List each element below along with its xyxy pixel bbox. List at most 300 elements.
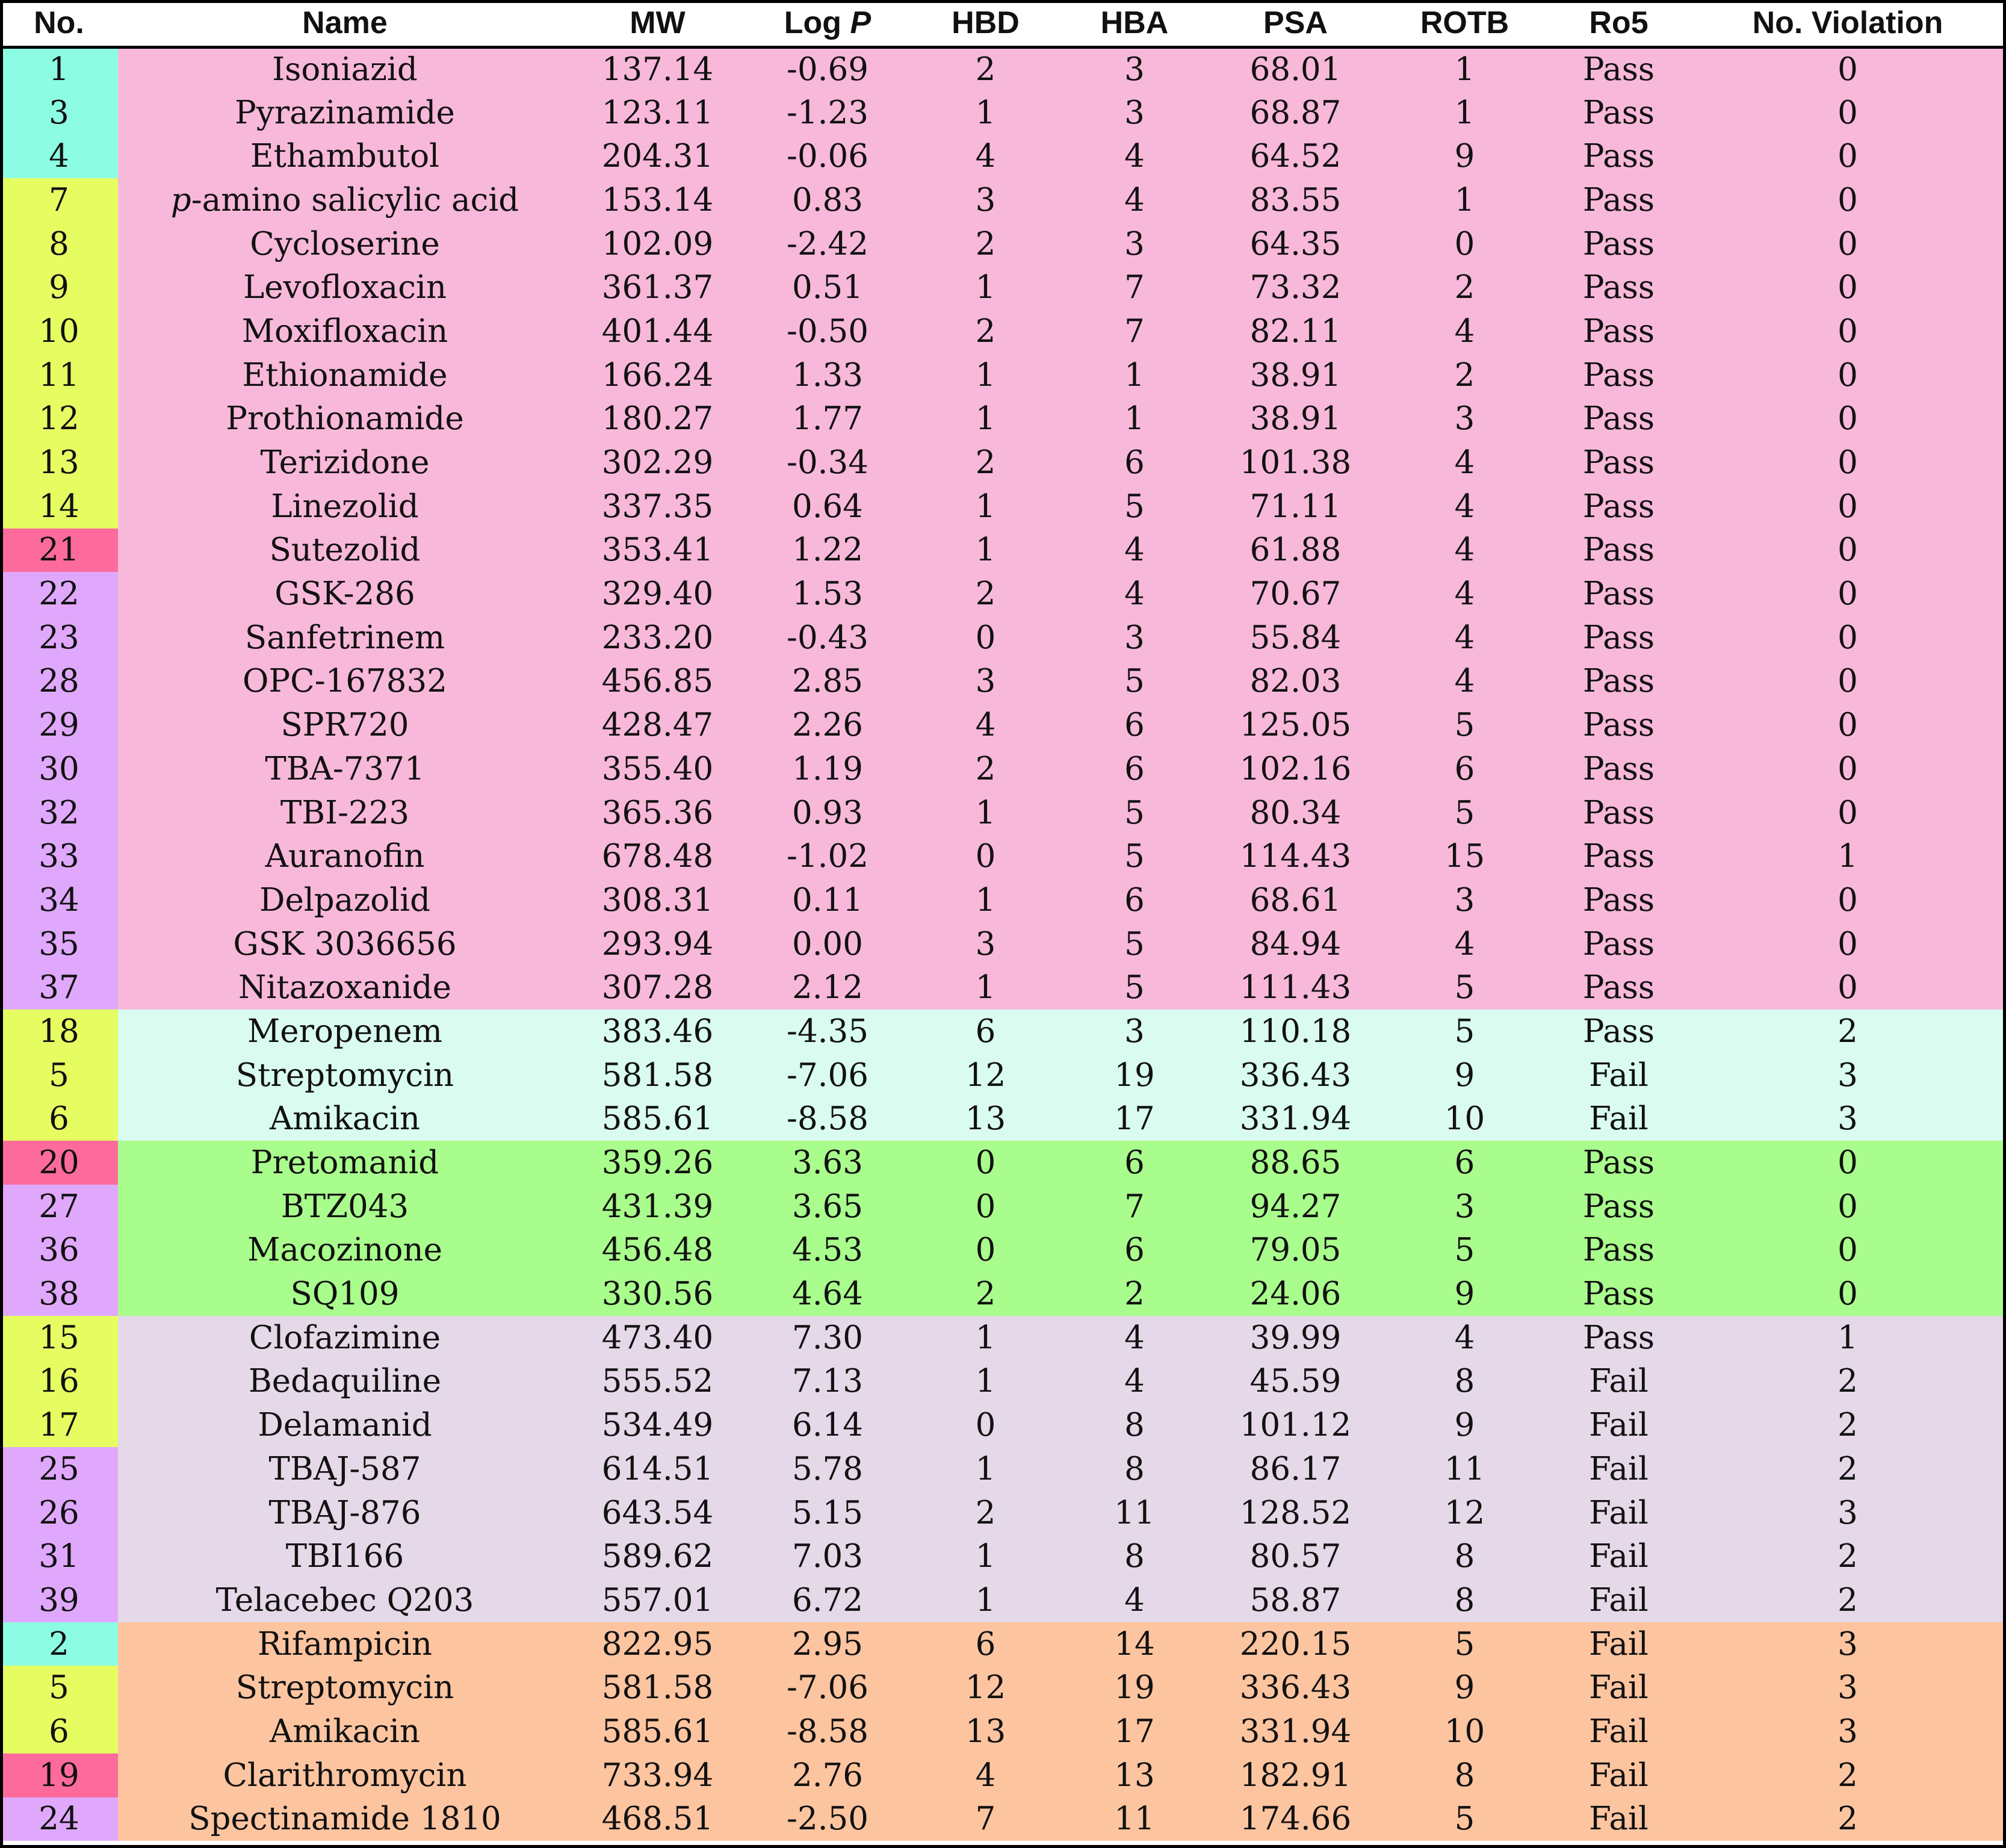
cell-logp: 0.51 [791, 269, 863, 306]
cell-psa: 45.59 [1249, 1363, 1342, 1400]
table-row [0, 178, 2006, 222]
cell-hbd: 4 [975, 138, 996, 175]
cell-logp: 1.22 [791, 532, 863, 569]
cell-rotb: 10 [1444, 1100, 1485, 1138]
cell-hba: 1 [1124, 400, 1145, 438]
cell-hbd: 2 [975, 312, 996, 350]
cell-name: Delamanid [258, 1407, 432, 1444]
cell-hbd: 0 [975, 838, 996, 875]
cell-psa: 128.52 [1239, 1494, 1352, 1531]
cell-hba: 7 [1124, 269, 1145, 306]
cell-violation: 0 [1837, 312, 1858, 350]
cell-no: 31 [0, 1534, 118, 1578]
cell-rotb: 15 [1444, 838, 1485, 875]
table-row [0, 1185, 2006, 1229]
cell-psa: 58.87 [1249, 1581, 1342, 1619]
cell-violation: 2 [1837, 1757, 1858, 1794]
cell-rotb: 6 [1454, 750, 1475, 787]
cell-mw: 204.31 [601, 138, 714, 175]
cell-rotb: 5 [1454, 1800, 1475, 1838]
cell-name: Clarithromycin [223, 1757, 467, 1794]
table-row [0, 1797, 2006, 1841]
cell-ro5: Fail [1589, 1363, 1648, 1400]
cell-violation: 3 [1837, 1494, 1858, 1531]
header-hbd: HBD [912, 0, 1059, 47]
cell-logp: -2.50 [787, 1800, 868, 1838]
cell-psa: 82.11 [1249, 312, 1342, 350]
cell-hba: 17 [1114, 1100, 1155, 1138]
table-row [0, 1491, 2006, 1535]
cell-no: 23 [0, 616, 118, 660]
cell-psa: 68.87 [1249, 94, 1342, 131]
cell-no: 29 [0, 703, 118, 747]
cell-name: Prothionamide [226, 400, 464, 438]
table-row [0, 747, 2006, 791]
cell-rotb: 4 [1454, 575, 1475, 613]
cell-no: 27 [0, 1185, 118, 1229]
cell-rotb: 1 [1454, 94, 1475, 131]
cell-logp: 1.77 [791, 400, 863, 438]
cell-name: Nitazoxanide [238, 969, 451, 1006]
cell-mw: 585.61 [601, 1713, 714, 1750]
cell-mw: 166.24 [601, 356, 714, 394]
cell-no: 7 [0, 178, 118, 222]
table-row [0, 660, 2006, 704]
cell-rotb: 4 [1454, 488, 1475, 525]
table-row [0, 1009, 2006, 1053]
cell-psa: 110.18 [1239, 1012, 1352, 1050]
cell-hbd: 13 [965, 1100, 1006, 1138]
cell-hbd: 2 [975, 225, 996, 262]
cell-no: 5 [0, 1666, 118, 1710]
cell-psa: 102.16 [1239, 750, 1352, 787]
cell-name: Bedaquiline [248, 1363, 442, 1400]
cell-no: 15 [0, 1316, 118, 1360]
cell-violation: 0 [1837, 1232, 1858, 1269]
cell-rotb: 2 [1454, 269, 1475, 306]
table-row [0, 1753, 2006, 1797]
cell-hba: 4 [1124, 181, 1145, 219]
cell-ro5: Pass [1582, 1319, 1655, 1356]
cell-mw: 365.36 [601, 794, 714, 831]
cell-psa: 71.11 [1249, 488, 1342, 525]
cell-name: Pretomanid [250, 1144, 439, 1182]
cell-hbd: 1 [975, 1538, 996, 1575]
header-no: No. [0, 0, 118, 47]
cell-no: 38 [0, 1272, 118, 1316]
cell-violation: 0 [1837, 925, 1858, 963]
cell-hbd: 1 [975, 356, 996, 394]
cell-name: Sanfetrinem [244, 619, 445, 656]
cell-logp: -1.23 [787, 94, 868, 131]
cell-logp: 1.53 [791, 575, 863, 613]
cell-rotb: 9 [1454, 1276, 1475, 1313]
header-logp-p: P [850, 5, 871, 40]
cell-hbd: 4 [975, 1757, 996, 1794]
cell-hbd: 1 [975, 1581, 996, 1619]
cell-logp: -7.06 [787, 1669, 868, 1707]
cell-no: 5 [0, 1053, 118, 1097]
cell-no: 32 [0, 791, 118, 835]
cell-hbd: 2 [975, 750, 996, 787]
cell-rotb: 9 [1454, 1669, 1475, 1707]
cell-psa: 79.05 [1249, 1232, 1342, 1269]
cell-logp: 1.33 [791, 356, 863, 394]
cell-rotb: 8 [1454, 1581, 1475, 1619]
cell-violation: 0 [1837, 488, 1858, 525]
cell-hbd: 2 [975, 51, 996, 88]
cell-mw: 589.62 [601, 1538, 714, 1575]
cell-logp: -0.43 [787, 619, 868, 656]
cell-violation: 0 [1837, 181, 1858, 219]
cell-hba: 6 [1124, 444, 1145, 482]
cell-name: Spectinamide 1810 [188, 1800, 501, 1838]
cell-violation: 0 [1837, 707, 1858, 744]
cell-mw: 308.31 [601, 881, 714, 919]
cell-psa: 86.17 [1249, 1450, 1342, 1487]
table-row [0, 703, 2006, 747]
cell-no: 22 [0, 572, 118, 616]
cell-psa: 70.67 [1249, 575, 1342, 613]
cell-no: 8 [0, 222, 118, 266]
cell-name [118, 178, 572, 222]
table-row [0, 1229, 2006, 1273]
cell-name: Streptomycin [235, 1669, 454, 1707]
cell-mw: 733.94 [601, 1757, 714, 1794]
cell-name: Sutezolid [269, 532, 421, 569]
cell-rotb: 8 [1454, 1538, 1475, 1575]
table-row [0, 265, 2006, 309]
cell-no: 30 [0, 747, 118, 791]
cell-no: 36 [0, 1229, 118, 1273]
cell-no: 20 [0, 1141, 118, 1185]
cell-psa: 125.05 [1239, 707, 1352, 744]
cell-hba: 6 [1124, 1144, 1145, 1182]
cell-rotb: 10 [1444, 1713, 1485, 1750]
cell-ro5: Pass [1582, 969, 1655, 1006]
cell-violation: 0 [1837, 51, 1858, 88]
cell-name: Terizidone [260, 444, 430, 482]
cell-hba: 5 [1124, 794, 1145, 831]
cell-violation: 2 [1837, 1407, 1858, 1444]
cell-hbd: 0 [975, 1407, 996, 1444]
cell-mw: 585.61 [601, 1100, 714, 1138]
cell-name: Clofazimine [249, 1319, 441, 1356]
cell-no: 17 [0, 1403, 118, 1447]
table-row [0, 1141, 2006, 1185]
cell-name: GSK-286 [274, 575, 415, 613]
cell-hba: 4 [1124, 138, 1145, 175]
cell-mw: 581.58 [601, 1056, 714, 1094]
cell-hba: 19 [1114, 1669, 1155, 1707]
cell-violation: 2 [1837, 1363, 1858, 1400]
cell-psa: 336.43 [1239, 1669, 1352, 1707]
cell-ro5: Pass [1582, 488, 1655, 525]
table-row [0, 1666, 2006, 1710]
cell-mw: 614.51 [601, 1450, 714, 1487]
cell-logp: 2.26 [791, 707, 863, 744]
cell-logp: -8.58 [787, 1100, 868, 1138]
table-row [0, 1053, 2006, 1097]
cell-mw: 401.44 [601, 312, 714, 350]
cell-name: TBI166 [285, 1538, 404, 1575]
header-ro5: Ro5 [1548, 0, 1689, 47]
cell-rotb: 4 [1454, 444, 1475, 482]
cell-rotb: 3 [1454, 1188, 1475, 1225]
cell-rotb: 12 [1444, 1494, 1485, 1531]
cell-violation: 2 [1837, 1012, 1858, 1050]
table-row [0, 222, 2006, 266]
cell-ro5: Pass [1582, 925, 1655, 963]
cell-no: 24 [0, 1797, 118, 1841]
cell-rotb: 5 [1454, 969, 1475, 1006]
table-row [0, 922, 2006, 966]
cell-logp: 5.15 [791, 1494, 863, 1531]
cell-violation: 0 [1837, 532, 1858, 569]
cell-name: Cycloserine [250, 225, 440, 262]
cell-no: 34 [0, 878, 118, 922]
table-row [0, 441, 2006, 485]
cell-rotb: 4 [1454, 925, 1475, 963]
table-row [0, 529, 2006, 572]
header-logp-word: Log [784, 5, 842, 40]
table-row [0, 309, 2006, 353]
cell-mw: 233.20 [601, 619, 714, 656]
cell-name: SQ109 [290, 1276, 400, 1313]
cell-violation: 3 [1837, 1056, 1858, 1094]
cell-logp: -0.34 [787, 444, 868, 482]
cell-hba: 3 [1124, 51, 1145, 88]
cell-no: 6 [0, 1710, 118, 1753]
cell-no: 18 [0, 1009, 118, 1053]
cell-psa: 111.43 [1239, 969, 1352, 1006]
cell-hbd: 0 [975, 1144, 996, 1182]
cell-hba: 7 [1124, 312, 1145, 350]
table-row [0, 572, 2006, 616]
cell-ro5: Fail [1589, 1800, 1648, 1838]
cell-ro5: Fail [1589, 1538, 1648, 1575]
cell-rotb: 4 [1454, 532, 1475, 569]
cell-name: BTZ043 [280, 1188, 409, 1225]
table-row [0, 1403, 2006, 1447]
name-prefix: p [170, 181, 191, 219]
cell-mw: 643.54 [601, 1494, 714, 1531]
cell-violation: 0 [1837, 269, 1858, 306]
cell-ro5: Pass [1582, 51, 1655, 88]
cell-psa: 64.52 [1249, 138, 1342, 175]
cell-psa: 38.91 [1249, 400, 1342, 438]
cell-name: Streptomycin [235, 1056, 454, 1094]
cell-hbd: 1 [975, 1319, 996, 1356]
cell-rotb: 4 [1454, 1319, 1475, 1356]
cell-hba: 4 [1124, 1363, 1145, 1400]
cell-violation: 0 [1837, 400, 1858, 438]
cell-mw: 102.09 [601, 225, 714, 262]
cell-hbd: 2 [975, 1276, 996, 1313]
cell-hba: 11 [1114, 1494, 1155, 1531]
cell-violation: 0 [1837, 750, 1858, 787]
cell-psa: 101.38 [1239, 444, 1352, 482]
cell-hba: 4 [1124, 575, 1145, 613]
cell-mw: 468.51 [601, 1800, 714, 1838]
cell-name: GSK 3036656 [233, 925, 457, 963]
cell-logp: -8.58 [787, 1713, 868, 1750]
cell-ro5: Pass [1582, 269, 1655, 306]
cell-logp: 5.78 [791, 1450, 863, 1487]
cell-logp: -2.42 [787, 225, 868, 262]
cell-mw: 153.14 [601, 181, 714, 219]
cell-ro5: Pass [1582, 181, 1655, 219]
cell-no: 21 [0, 529, 118, 572]
cell-no: 4 [0, 134, 118, 178]
cell-name: Levofloxacin [243, 269, 447, 306]
cell-psa: 88.65 [1249, 1144, 1342, 1182]
cell-hba: 4 [1124, 532, 1145, 569]
cell-violation: 0 [1837, 575, 1858, 613]
cell-name: Ethionamide [242, 356, 448, 394]
cell-psa: 101.12 [1239, 1407, 1352, 1444]
cell-mw: 137.14 [601, 51, 714, 88]
cell-rotb: 4 [1454, 663, 1475, 700]
cell-logp: 0.11 [791, 881, 863, 919]
cell-rotb: 2 [1454, 356, 1475, 394]
cell-hba: 1 [1124, 356, 1145, 394]
cell-psa: 68.01 [1249, 51, 1342, 88]
cell-no: 1 [0, 47, 118, 91]
cell-no: 39 [0, 1578, 118, 1622]
cell-hbd: 12 [965, 1669, 1006, 1707]
cell-hba: 17 [1114, 1713, 1155, 1750]
cell-ro5: Fail [1589, 1494, 1648, 1531]
cell-name: TBI-223 [280, 794, 410, 831]
cell-rotb: 9 [1454, 1407, 1475, 1444]
cell-logp: 1.19 [791, 750, 863, 787]
cell-hbd: 3 [975, 181, 996, 219]
cell-ro5: Pass [1582, 225, 1655, 262]
cell-hba: 7 [1124, 1188, 1145, 1225]
header-mw: MW [572, 0, 743, 47]
cell-hbd: 0 [975, 1232, 996, 1269]
cell-hba: 6 [1124, 707, 1145, 744]
cell-rotb: 0 [1454, 225, 1475, 262]
cell-hbd: 4 [975, 707, 996, 744]
cell-mw: 361.37 [601, 269, 714, 306]
cell-psa: 55.84 [1249, 619, 1342, 656]
cell-ro5: Fail [1589, 1625, 1648, 1663]
cell-rotb: 8 [1454, 1363, 1475, 1400]
cell-violation: 0 [1837, 444, 1858, 482]
cell-name: Moxifloxacin [241, 312, 448, 350]
cell-ro5: Pass [1582, 794, 1655, 831]
cell-hba: 6 [1124, 1232, 1145, 1269]
cell-hba: 4 [1124, 1319, 1145, 1356]
table-row [0, 1316, 2006, 1360]
cell-ro5: Pass [1582, 881, 1655, 919]
cell-violation: 1 [1837, 838, 1858, 875]
cell-mw: 353.41 [601, 532, 714, 569]
table-row [0, 878, 2006, 922]
table-row [0, 1578, 2006, 1622]
cell-psa: 24.06 [1249, 1276, 1342, 1313]
cell-logp: 4.53 [791, 1232, 863, 1269]
cell-mw: 456.48 [601, 1232, 714, 1269]
cell-psa: 174.66 [1239, 1800, 1352, 1838]
cell-rotb: 3 [1454, 881, 1475, 919]
cell-name: OPC-167832 [243, 663, 447, 700]
cell-hbd: 0 [975, 1188, 996, 1225]
cell-name: SPR720 [280, 707, 409, 744]
cell-violation: 3 [1837, 1625, 1858, 1663]
cell-logp: 6.72 [791, 1581, 863, 1619]
cell-psa: 61.88 [1249, 532, 1342, 569]
cell-hbd: 7 [975, 1800, 996, 1838]
cell-hba: 6 [1124, 750, 1145, 787]
cell-mw: 678.48 [601, 838, 714, 875]
cell-name: TBA-7371 [265, 750, 425, 787]
cell-logp: -0.69 [787, 51, 868, 88]
cell-violation: 0 [1837, 619, 1858, 656]
cell-logp: 4.64 [791, 1276, 863, 1313]
header-row [0, 0, 2006, 47]
cell-name: Macozinone [247, 1232, 442, 1269]
cell-name: Amikacin [270, 1100, 420, 1138]
cell-psa: 80.34 [1249, 794, 1342, 831]
cell-hba: 8 [1124, 1538, 1145, 1575]
table-row [0, 1534, 2006, 1578]
cell-violation: 3 [1837, 1713, 1858, 1750]
cell-hbd: 12 [965, 1056, 1006, 1094]
cell-name: Amikacin [270, 1713, 420, 1750]
cell-mw: 359.26 [601, 1144, 714, 1182]
cell-no: 33 [0, 834, 118, 878]
cell-no: 37 [0, 966, 118, 1009]
cell-name: Linezolid [271, 488, 419, 525]
cell-hbd: 3 [975, 925, 996, 963]
cell-ro5: Pass [1582, 1144, 1655, 1182]
cell-violation: 0 [1837, 1276, 1858, 1313]
cell-ro5: Pass [1582, 312, 1655, 350]
cell-rotb: 6 [1454, 1144, 1475, 1182]
cell-mw: 355.40 [601, 750, 714, 787]
table-row [0, 1272, 2006, 1316]
cell-ro5: Fail [1589, 1450, 1648, 1487]
cell-logp: 2.76 [791, 1757, 863, 1794]
cell-no: 14 [0, 485, 118, 529]
cell-violation: 0 [1837, 969, 1858, 1006]
cell-mw: 581.58 [601, 1669, 714, 1707]
cell-ro5: Pass [1582, 1012, 1655, 1050]
cell-hbd: 1 [975, 94, 996, 131]
cell-violation: 0 [1837, 94, 1858, 131]
cell-hba: 13 [1114, 1757, 1155, 1794]
cell-hba: 5 [1124, 925, 1145, 963]
cell-hbd: 1 [975, 794, 996, 831]
cell-psa: 64.35 [1249, 225, 1342, 262]
cell-logp: 2.85 [791, 663, 863, 700]
cell-ro5: Pass [1582, 532, 1655, 569]
cell-hbd: 0 [975, 619, 996, 656]
cell-hba: 6 [1124, 881, 1145, 919]
cell-hba: 2 [1124, 1276, 1145, 1313]
cell-ro5: Pass [1582, 138, 1655, 175]
table-row [0, 91, 2006, 135]
cell-no: 25 [0, 1447, 118, 1491]
cell-name: Pyrazinamide [235, 94, 455, 131]
cell-rotb: 9 [1454, 138, 1475, 175]
cell-hbd: 1 [975, 1450, 996, 1487]
cell-logp: -7.06 [787, 1056, 868, 1094]
cell-mw: 822.95 [601, 1625, 714, 1663]
